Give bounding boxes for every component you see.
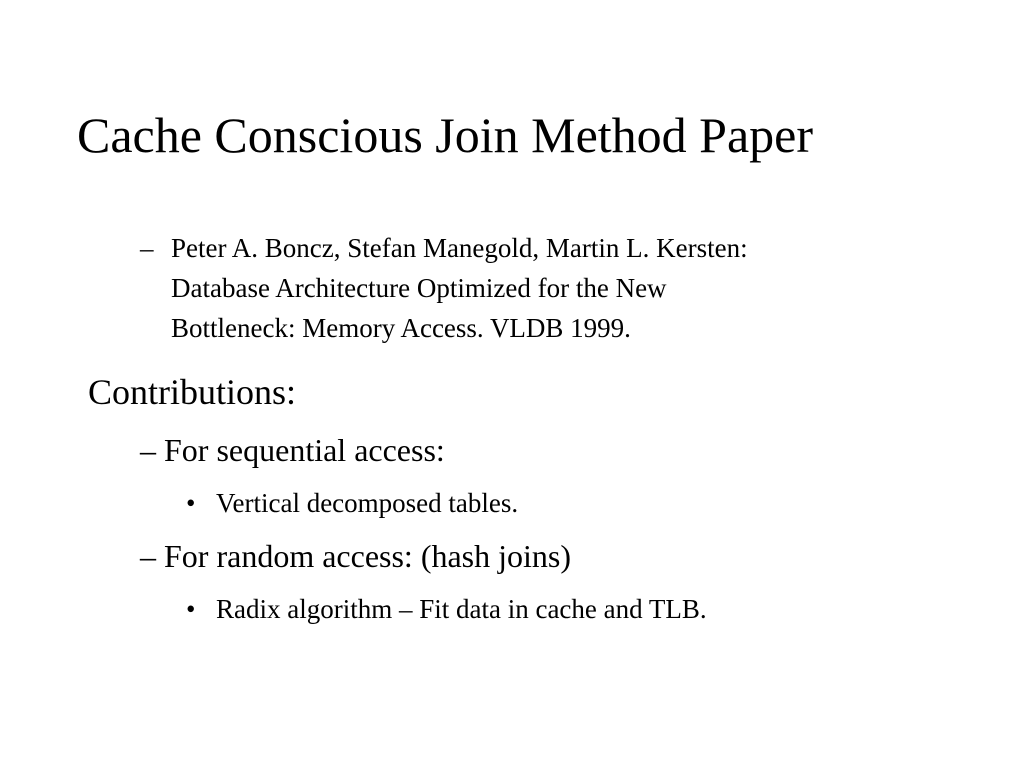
section-heading: Contributions: bbox=[88, 372, 297, 412]
bullet-icon: • bbox=[186, 488, 196, 518]
reference-text bbox=[171, 228, 931, 348]
reference-line-3: Bottleneck: Memory Access. VLDB 1999. bbox=[171, 313, 631, 343]
reference-line-1: Peter A. Boncz, Stefan Manegold, Martin L. Kersten: bbox=[171, 233, 748, 263]
reference-dash: – bbox=[140, 233, 154, 263]
sub-item-sequential: – For sequential access: bbox=[140, 432, 445, 468]
bullet-icon: • bbox=[186, 594, 196, 624]
bullet-text: Radix algorithm – Fit data in cache and TLB. bbox=[216, 594, 707, 624]
sub-item-random: – For random access: (hash joins) bbox=[140, 538, 572, 574]
reference-line-2: Database Architecture Optimized for the New bbox=[171, 273, 667, 303]
slide-title: Cache Conscious Join Method Paper bbox=[77, 107, 814, 163]
bullet-item bbox=[186, 484, 518, 522]
bullet-text: Vertical decomposed tables. bbox=[216, 488, 519, 518]
bullet-item bbox=[186, 590, 707, 628]
